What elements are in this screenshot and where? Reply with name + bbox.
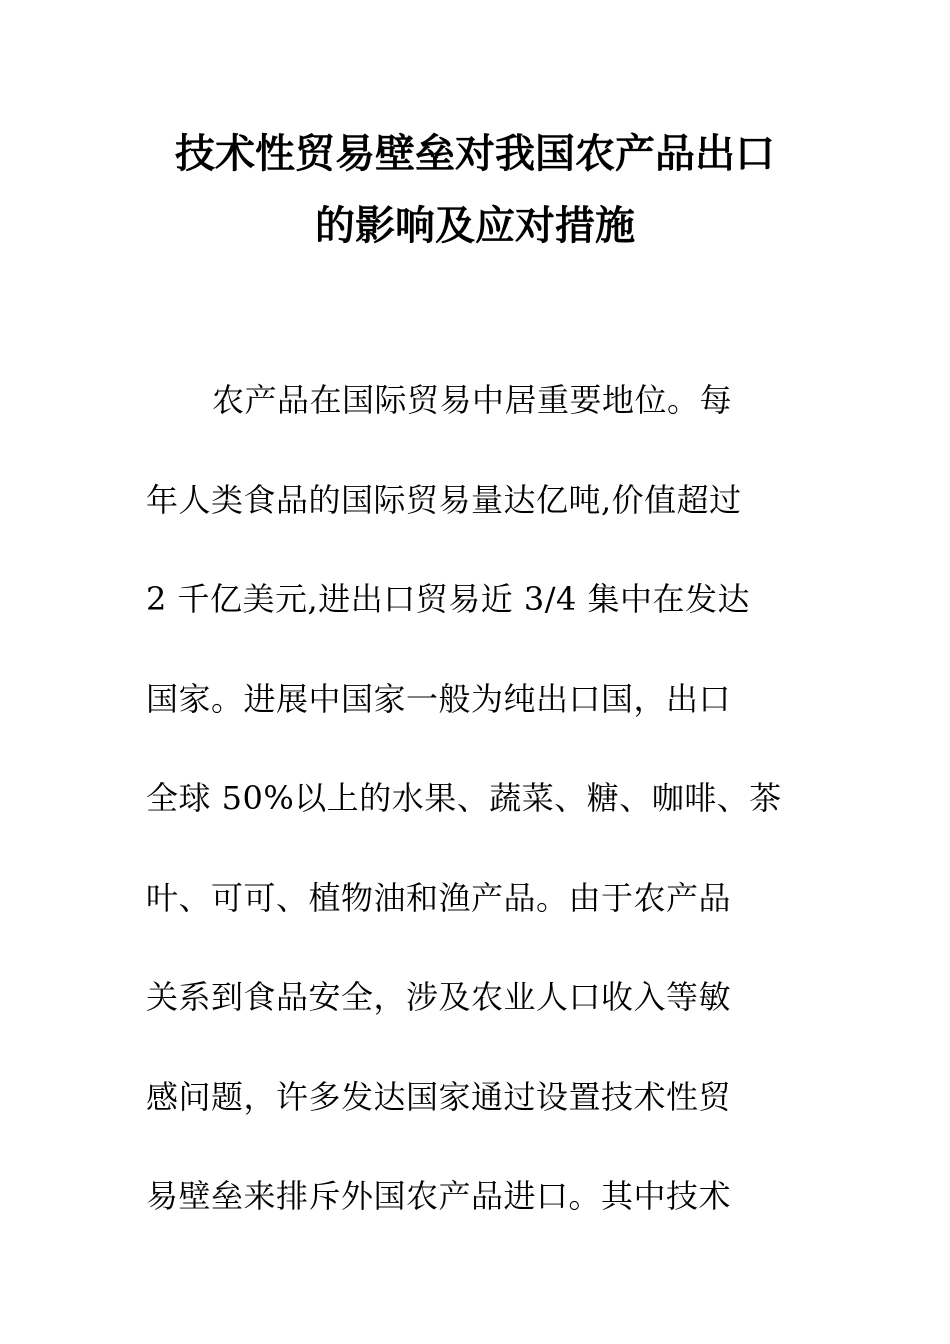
document-title xyxy=(0,118,950,262)
title-line-1: 技术性贸易壁垒对我国农产品出口 xyxy=(175,131,775,177)
paragraph-line-6: 叶、可可、植物油和渔产品。由于农产品 xyxy=(146,878,732,917)
title-line-2: 的影响及应对措施 xyxy=(315,203,635,249)
paragraph-line-3: 2 千亿美元,进出口贸易近 3/4 集中在发达 xyxy=(146,580,751,618)
paragraph-line-1: 农产品在国际贸易中居重要地位。每 xyxy=(212,381,733,419)
paragraph-line-7: 关系到食品安全，涉及农业人口收入等敏 xyxy=(146,978,732,1016)
paragraph-line-5: 全球 50%以上的水果、蔬菜、糖、咖啡、茶 xyxy=(146,779,782,817)
paragraph-line-2: 年人类食品的国际贸易量达亿吨,价值超过 xyxy=(146,480,742,519)
paragraph-line-4: 国家。进展中国家一般为纯出口国，出口 xyxy=(146,679,732,718)
paragraph-line-9: 易壁垒来排斥外国农产品进口。其中技术 xyxy=(146,1177,732,1215)
body-paragraph xyxy=(146,370,816,1266)
paragraph-line-8: 感问题，许多发达国家通过设置技术性贸 xyxy=(146,1077,732,1116)
